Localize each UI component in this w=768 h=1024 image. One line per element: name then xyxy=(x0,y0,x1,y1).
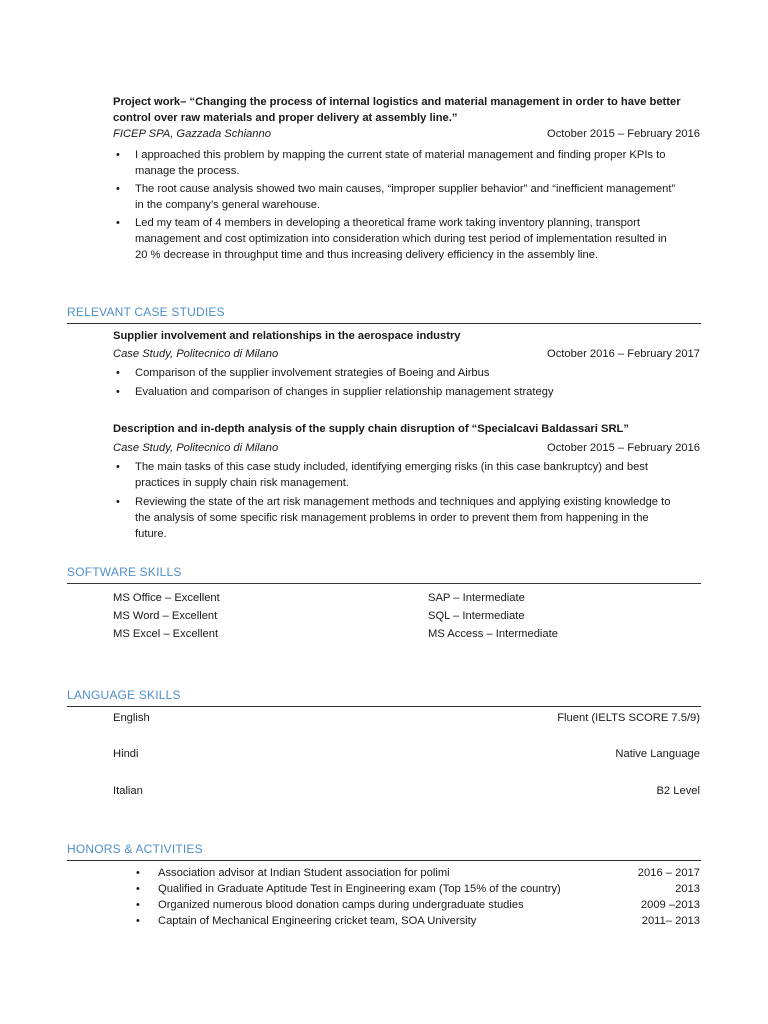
language-level: Native Language xyxy=(615,748,700,760)
language-name: English xyxy=(113,712,150,724)
honor-item: Captain of Mechanical Engineering cricket team, SOA University xyxy=(158,915,477,927)
software-skill: SAP – Intermediate xyxy=(428,592,525,604)
case-study-1-bullet-2: Evaluation and comparison of changes in supplier relationship management strategy xyxy=(135,386,554,398)
project-bullet-1-line2: manage the process. xyxy=(135,165,240,177)
case-study-1-title: Supplier involvement and relationships in the aerospace industry xyxy=(113,330,461,342)
bullet-icon: • xyxy=(116,461,120,473)
bullet-icon: • xyxy=(116,149,120,161)
project-dates: October 2015 – February 2016 xyxy=(547,128,700,140)
bullet-icon: • xyxy=(116,496,120,508)
language-level: Fluent (IELTS SCORE 7.5/9) xyxy=(557,712,700,724)
honor-item: Qualified in Graduate Aptitude Test in Engineering exam (Top 15% of the country) xyxy=(158,883,561,895)
software-skill: SQL – Intermediate xyxy=(428,610,525,622)
language-level: B2 Level xyxy=(656,785,700,797)
project-bullet-2-line1: The root cause analysis showed two main causes, “improper supplier behavior” and “inefficient management” xyxy=(135,183,676,195)
bullet-icon: • xyxy=(116,386,120,398)
section-heading-honors: HONORS & ACTIVITIES xyxy=(67,842,203,856)
software-skill: MS Excel – Excellent xyxy=(113,628,219,640)
case-study-2-title: Description and in-depth analysis of the supply chain disruption of “Specialcavi Baldassari SRL” xyxy=(113,423,629,435)
section-heading-software: SOFTWARE SKILLS xyxy=(67,565,182,579)
honor-year: 2013 xyxy=(675,883,700,895)
bullet-icon: • xyxy=(116,183,120,195)
software-skill: MS Access – Intermediate xyxy=(428,628,558,640)
software-skill: MS Word – Excellent xyxy=(113,610,218,622)
case-study-2-bullet-1-line1: The main tasks of this case study included, identifying emerging risks (in this case bankruptcy) and best xyxy=(135,461,649,473)
case-study-1-org: Case Study, Politecnico di Milano xyxy=(113,348,279,360)
project-title-line2: control over raw materials and proper delivery at assembly line.” xyxy=(113,112,458,124)
bullet-icon: • xyxy=(136,867,140,879)
honor-year: 2009 –2013 xyxy=(640,899,700,911)
bullet-icon: • xyxy=(116,367,120,379)
honor-year: 2016 – 2017 xyxy=(637,867,700,879)
section-divider xyxy=(67,860,701,861)
honor-item: Association advisor at Indian Student association for polimi xyxy=(158,867,450,879)
section-divider xyxy=(67,706,701,707)
honor-year: 2011– 2013 xyxy=(641,915,700,927)
language-name: Hindi xyxy=(113,748,139,760)
case-study-2-bullet-1-line2: practices in supply chain risk management. xyxy=(135,477,349,489)
case-study-2-bullet-2-line3: future. xyxy=(135,528,167,540)
case-study-1-dates: October 2016 – February 2017 xyxy=(547,348,700,360)
case-study-1-bullet-1: Comparison of the supplier involvement strategies of Boeing and Airbus xyxy=(135,367,490,379)
case-study-2-dates: October 2015 – February 2016 xyxy=(547,442,700,454)
project-bullet-2-line2: in the company’s general warehouse. xyxy=(135,199,321,211)
project-bullet-3-line3: 20 % decrease in throughput time and thus increasing delivery efficiency in the assembly line. xyxy=(135,249,599,261)
language-name: Italian xyxy=(113,785,143,797)
project-bullet-3-line1: Led my team of 4 members in developing a theoretical frame work taking inventory planning, transport xyxy=(135,217,640,229)
case-study-2-org: Case Study, Politecnico di Milano xyxy=(113,442,279,454)
section-heading-case-studies: RELEVANT CASE STUDIES xyxy=(67,305,225,319)
project-bullet-3-line2: management and cost optimization into consideration which during test period of implementation resulted in xyxy=(135,233,667,245)
software-skill: MS Office – Excellent xyxy=(113,592,220,604)
section-heading-languages: LANGUAGE SKILLS xyxy=(67,688,181,702)
section-divider xyxy=(67,583,701,584)
bullet-icon: • xyxy=(136,883,140,895)
bullet-icon: • xyxy=(136,899,140,911)
project-bullet-1-line1: I approached this problem by mapping the current state of material management and finding proper KPIs to xyxy=(135,149,666,161)
project-title-line1: Project work– “Changing the process of internal logistics and material management in order to have better xyxy=(113,96,681,108)
case-study-2-bullet-2-line2: the analysis of some specific risk management problems in order to prevent them from happening in the xyxy=(135,512,649,524)
bullet-icon: • xyxy=(116,217,120,229)
bullet-icon: • xyxy=(136,915,140,927)
project-org: FICEP SPA, Gazzada Schianno xyxy=(113,128,271,140)
honor-item: Organized numerous blood donation camps during undergraduate studies xyxy=(158,899,524,911)
case-study-2-bullet-2-line1: Reviewing the state of the art risk management methods and techniques and applying existing knowledge to xyxy=(135,496,671,508)
section-divider xyxy=(67,323,701,324)
